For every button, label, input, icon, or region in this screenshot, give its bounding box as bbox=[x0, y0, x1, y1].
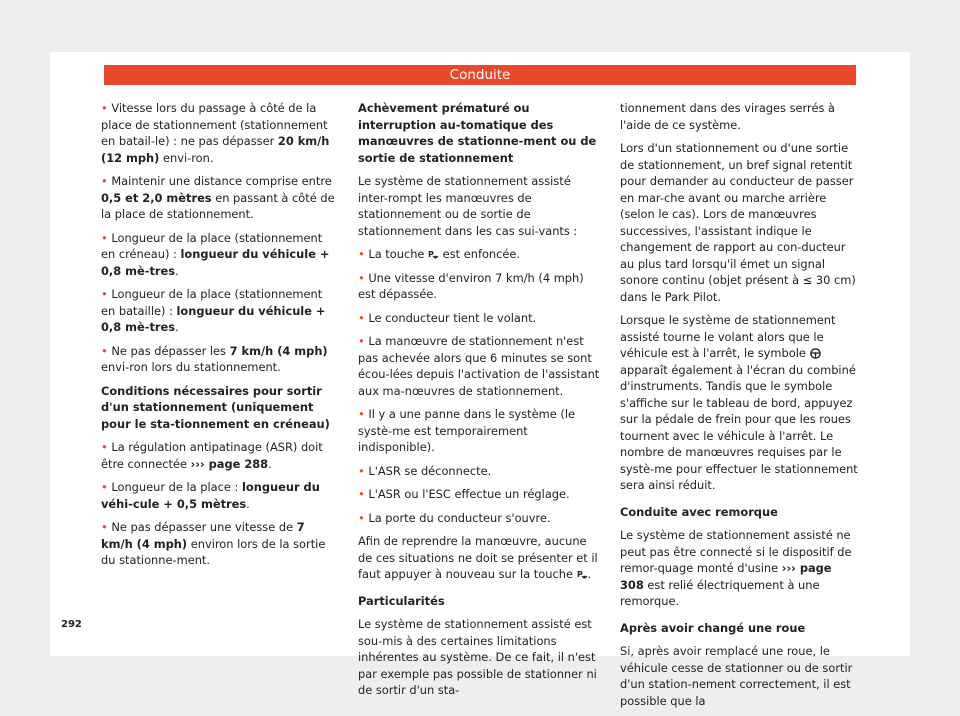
park-assist-icon bbox=[577, 570, 588, 579]
bullet-icon: • bbox=[101, 174, 108, 188]
section-heading: Achèvement prématuré ou interruption au-tomatique des manœuvres de stationne-ment ou de sortie de stationnement bbox=[358, 101, 597, 165]
bullet-icon: • bbox=[101, 287, 108, 301]
manual-page bbox=[50, 52, 910, 708]
park-assist-icon bbox=[428, 250, 439, 259]
page-reference-link[interactable]: ››› page 308 bbox=[620, 561, 832, 592]
bullet-icon: • bbox=[358, 334, 365, 348]
paragraph: Le système de stationnement assisté est sou-mis à des certaines limitations inhérentes au système. De ce fait, il n'est par exemple pas possible de stationner ni de sortir d'un sta- bbox=[358, 617, 597, 697]
bullet-icon: • bbox=[101, 480, 108, 494]
column-right bbox=[620, 100, 858, 716]
page-reference-link[interactable]: ››› page 288 bbox=[190, 456, 269, 471]
bullet-icon: • bbox=[358, 407, 365, 421]
column-middle bbox=[358, 100, 602, 706]
paragraph: Le système de stationnement assisté inter-rompt les manœuvres de stationnement ou de sortie de stationnement dans les cas sui-vants : bbox=[358, 174, 578, 238]
paragraph: Le système de stationnement assisté ne peut pas être connecté si le dispositif de remor-quage monté d'usine ››› page 308 est relié électriquement à une remorque. bbox=[620, 528, 852, 608]
section-heading: Après avoir changé une roue bbox=[620, 620, 806, 635]
list-item: • Longueur de la place (stationnement en créneau) : longueur du véhicule + 0,8 mè-tres. bbox=[101, 230, 330, 278]
list-item: • La régulation antipatinage (ASR) doit être connectée ››› page 288. bbox=[101, 440, 323, 471]
list-item: • Longueur de la place (stationnement en bataille) : longueur du véhicule + 0,8 mè-tres. bbox=[101, 287, 326, 334]
section-heading: Conditions nécessaires pour sortir d'un stationnement (uniquement pour le sta-tionnement en créneau) bbox=[101, 383, 330, 431]
list-item: • L'ASR se déconnecte. bbox=[358, 463, 492, 478]
list-item: • Ne pas dépasser une vitesse de 7 km/h (4 mph) environ lors de la sortie du stationne-ment. bbox=[101, 520, 326, 567]
list-item: • L'ASR ou l'ESC effectue un réglage. bbox=[358, 487, 570, 501]
list-item: • Il y a une panne dans le système (le systè-me est temporairement indisponible). bbox=[358, 407, 575, 454]
bullet-icon: • bbox=[101, 343, 108, 358]
steering-wheel-warning-icon bbox=[810, 348, 821, 359]
bullet-icon: • bbox=[101, 440, 108, 454]
bullet-icon: • bbox=[358, 270, 365, 285]
list-item: • Vitesse lors du passage à côté de la place de stationnement (stationnement en batail-le) : ne pas dépasser 20 km/h (12 mph) envi-ron. bbox=[101, 101, 330, 165]
list-item: • Longueur de la place : longueur du véhi-cule + 0,5 mètres. bbox=[101, 480, 320, 511]
list-item: • La touche P est enfoncée. bbox=[358, 247, 521, 261]
paragraph: Lors d'un stationnement ou d'une sortie de stationnement, un bref signal retentit pour demander au conducteur de passer en mar-che avant ou marche arrière (selon le cas). Lors de manœuvres successives, l'assistant indique le changement de rapport au con-ducteur au plus tard lorsqu'il émet un signal sonore continu (objet présent à ≤ 30 cm) dans le Park Pilot. bbox=[620, 141, 856, 304]
list-item: • Une vitesse d'environ 7 km/h (4 mph) est dépassée. bbox=[358, 270, 584, 301]
page-number: 292 bbox=[61, 619, 82, 630]
paragraph: tionnement dans des virages serrés à l'aide de ce système. bbox=[620, 101, 835, 132]
bullet-icon: • bbox=[358, 310, 365, 325]
list-item: • Maintenir une distance comprise entre 0,5 et 2,0 mètres en passant à côté de la place de stationnement. bbox=[101, 174, 335, 221]
paragraph: Si, après avoir remplacé une roue, le véhicule cesse de stationner ou de sortir d'un station-nement correctement, il est possible que la bbox=[620, 644, 853, 708]
list-item: • La porte du conducteur s'ouvre. bbox=[358, 510, 551, 525]
page-header: Conduite bbox=[104, 65, 856, 85]
column-left bbox=[101, 100, 337, 576]
bullet-icon: • bbox=[101, 230, 108, 245]
section-heading: Particularités bbox=[358, 593, 445, 608]
svg-text:P: P bbox=[428, 250, 434, 259]
bullet-icon: • bbox=[101, 520, 108, 534]
svg-text:P: P bbox=[576, 570, 583, 579]
bullet-icon: • bbox=[358, 247, 365, 261]
list-item: • La manœuvre de stationnement n'est pas achevée alors que 6 minutes se sont écou-lées depuis l'activation de l'assistant aux ma-nœuvres de stationnement. bbox=[358, 334, 600, 398]
bullet-icon: • bbox=[101, 101, 108, 115]
section-heading: Conduite avec remorque bbox=[620, 504, 778, 519]
list-item: • Ne pas dépasser les 7 km/h (4 mph) envi-ron lors du stationnement. bbox=[101, 343, 328, 374]
paragraph: Afin de reprendre la manœuvre, aucune de ces situations ne doit se présenter et il faut appuyer à nouveau sur la touche P . bbox=[358, 534, 598, 581]
list-item: • Le conducteur tient le volant. bbox=[358, 310, 537, 325]
bullet-icon: • bbox=[358, 463, 365, 478]
bullet-icon: • bbox=[358, 510, 365, 525]
paragraph: Lorsque le système de stationnement assisté tourne le volant alors que le véhicule est à l'arrêt, le symbole apparaît également à l'écran du combiné d'instruments. Tandis que le symbole s'affiche sur le tableau de bord, appuyez sur la pédale de frein pour que les roues tournent avec le véhicule à l'arrêt. Le nombre de manœuvres requises par le systè-me pour effectuer le stationnement sera ainsi réduit. bbox=[620, 313, 858, 492]
bullet-icon: • bbox=[358, 487, 365, 501]
